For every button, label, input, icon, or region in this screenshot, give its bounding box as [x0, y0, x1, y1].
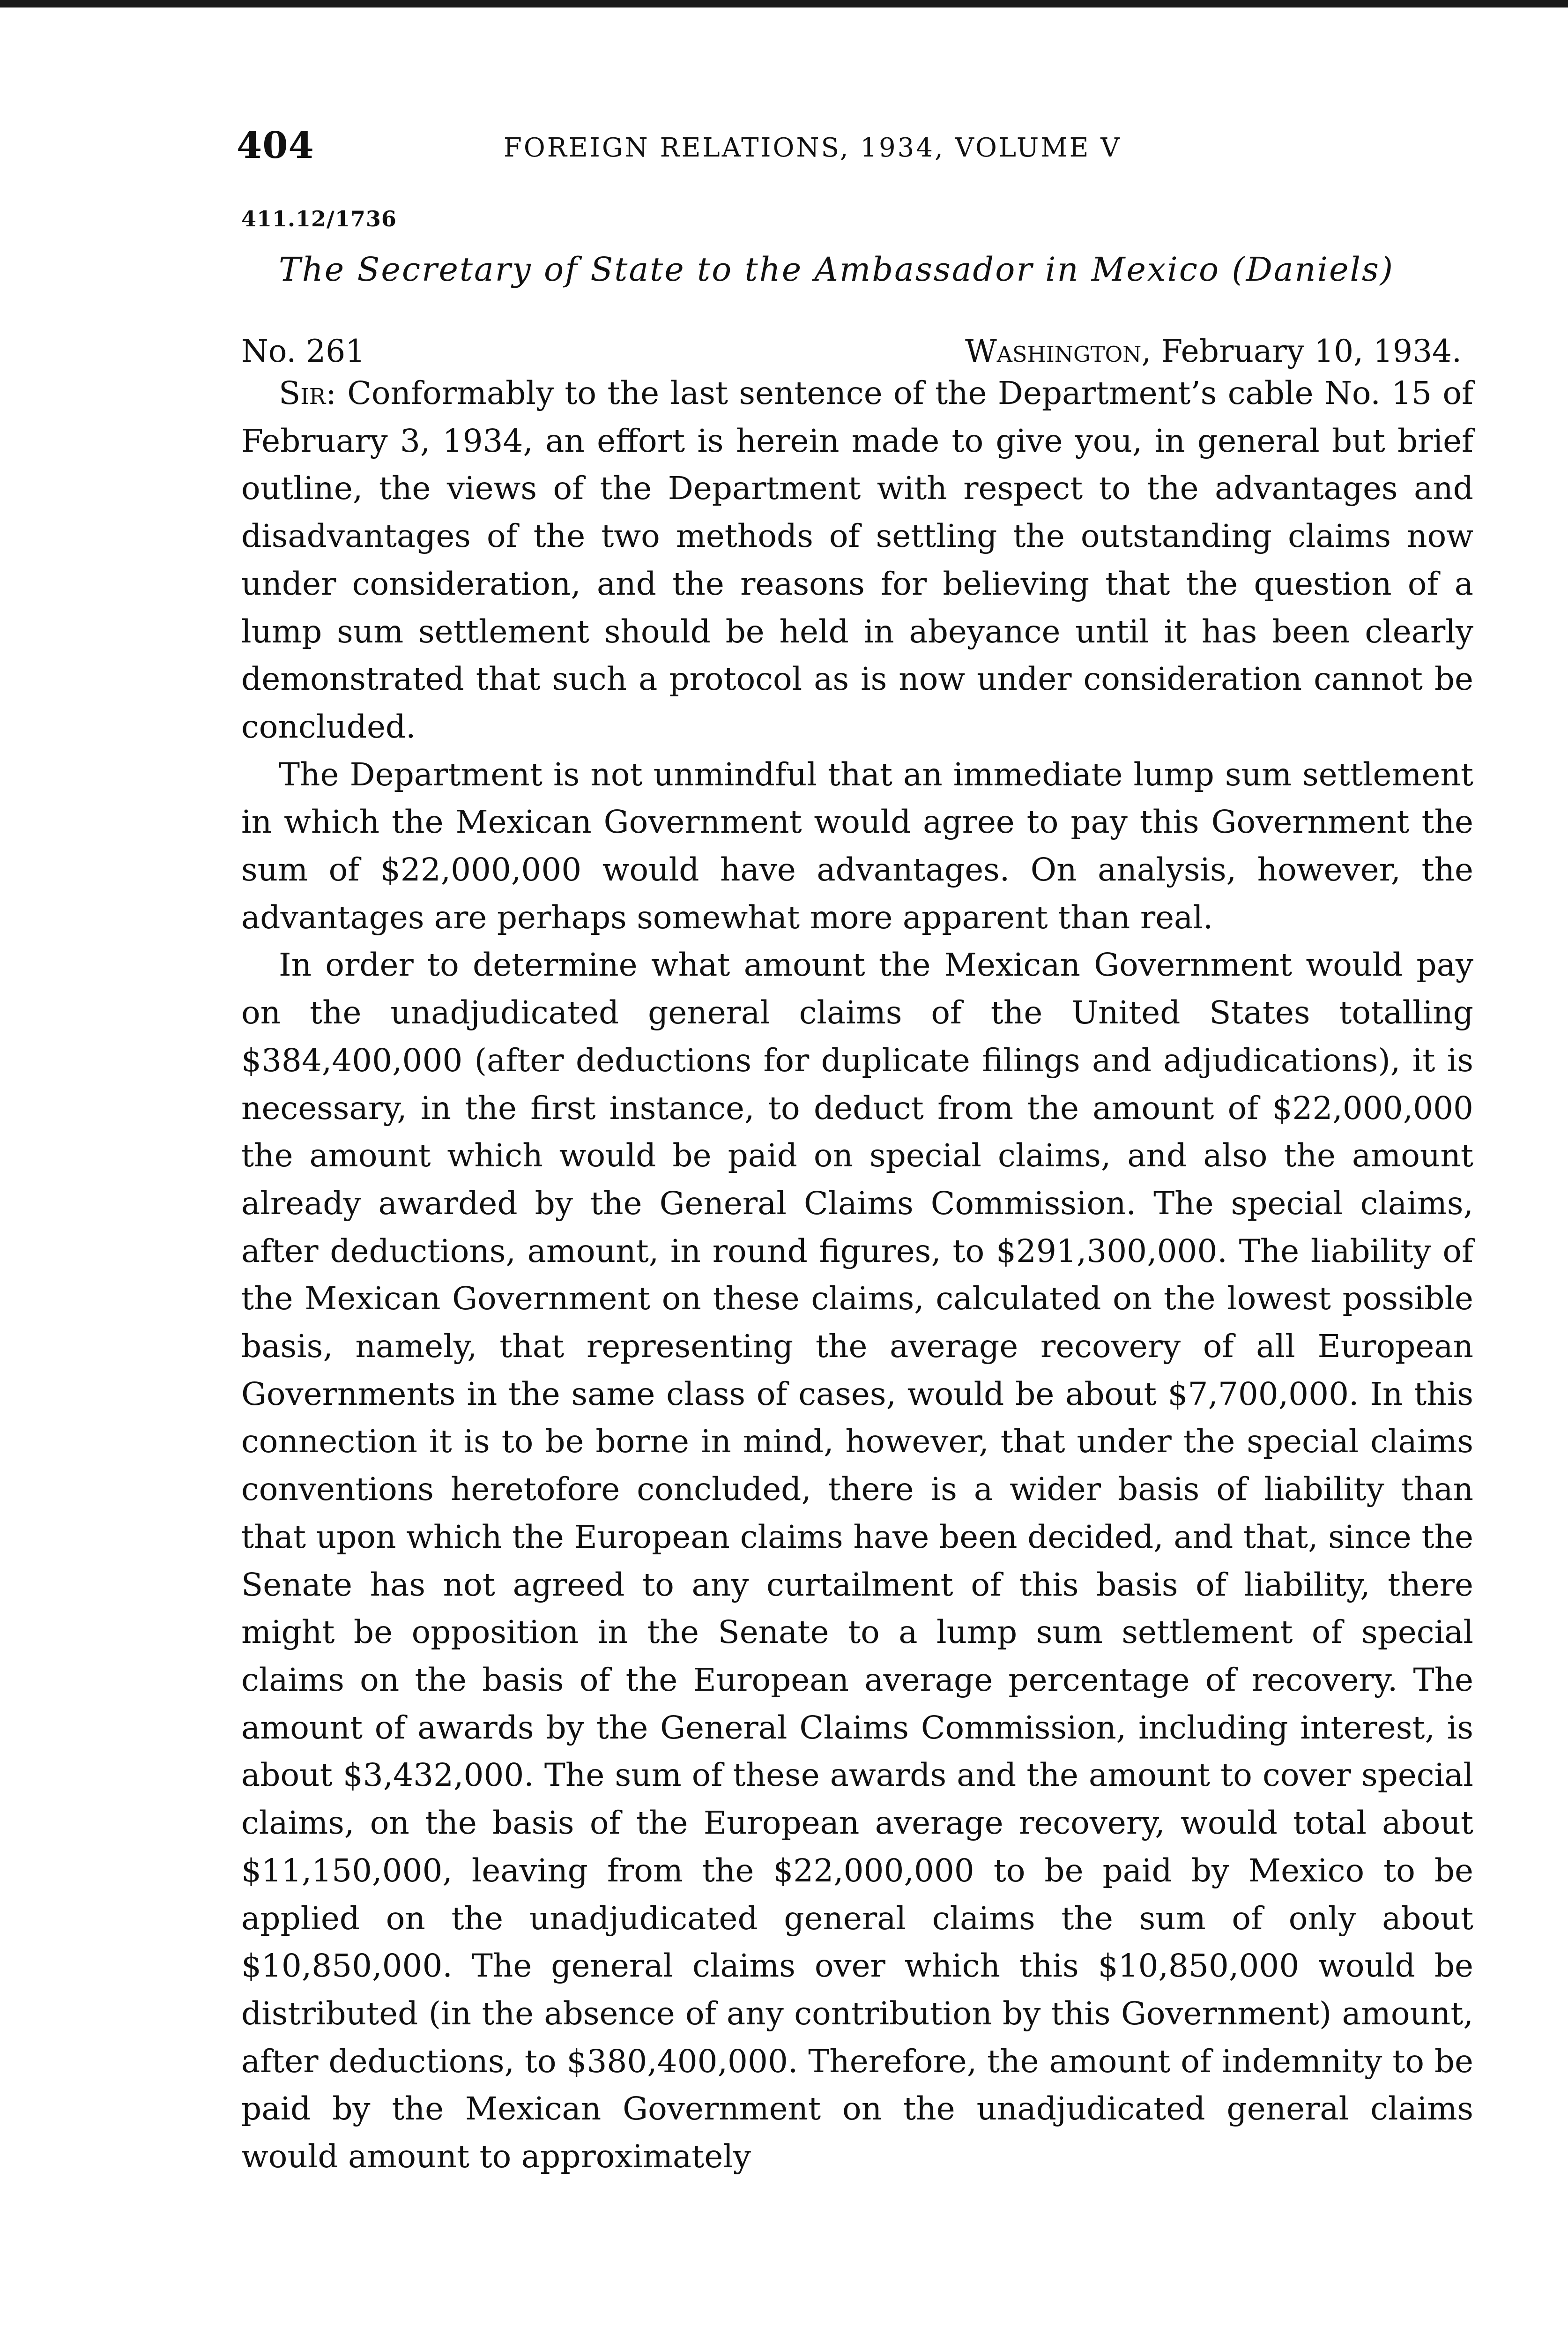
place-date [965, 333, 1462, 369]
page-number: 404 [237, 124, 314, 167]
paragraph-1 [241, 369, 1473, 751]
file-number: 411.12/1736 [241, 206, 397, 231]
top-border-rule [0, 0, 1568, 7]
salutation: Sir [279, 374, 326, 411]
paragraph-1-text: : Conformably to the last sentence of the Department’s cable No. 15 of February 3, 1934, an effort is herein made to give you, in general but brief outline, the views of the Department with respect to the advantages and disadvantages of the two methods of settling the outstanding claims now under consideration, and the reasons for believing that the question of a lump sum settlement should be held in abeyance until it has been clearly demonstrated that such a protocol as is now under consideration cannot be concluded. [241, 374, 1473, 745]
document-page [237, 124, 1473, 2180]
document-title: The Secretary of State to the Ambassador in Mexico (Daniels) [279, 250, 1395, 289]
running-title: FOREIGN RELATIONS, 1934, VOLUME V [504, 133, 1122, 163]
paragraph-2: The Department is not unmindful that an immediate lump sum settlement in which the Mexican Government would agree to pay this Government the sum of $22,000,000 would have advantages. On analysis, however, the advantages are perhaps somewhat more apparent than real. [241, 755, 1473, 936]
dateline [241, 333, 1473, 369]
running-head [237, 124, 1473, 176]
paragraph-3: In order to determine what amount the Mexican Government would pay on the unadjudicated general claims of the United States totalling $384,400,000 (after deductions for duplicate filings and adjudications), it is necessary, in the first instance, to deduct from the amount of $22,000,000 the amount which would be paid on special claims, and also the amount already awarded by the General Claims Commission. The special claims, after deductions, amount, in round figures, to $291,300,000. The liability of the Mexican Government on these claims, calculated on the lowest possible basis, namely, that representing the average recovery of all European Governments in the same class of cases, would be about $7,700,000. In this connection it is to be borne in mind, however, that under the special claims conventions heretofore concluded, there is a wider basis of liability than that upon which the European claims have been decided, and that, since the Senate has not agreed to any curtailment of this basis of liability, there might be opposition in the Senate to a lump sum settlement of special claims on the basis of the European average percentage of recovery. The amount of awards by the General Claims Commission, including interest, is about $3,432,000. The sum of these awards and the amount to cover special claims, on the basis of the European average recovery, would total about $11,150,000, leaving from the $22,000,000 to be paid by Mexico to be applied on the unadjudicated general claims the sum of only about $10,850,000. The general claims over which this $10,850,000 would be distributed (in the absence of any contribution by this Government) amount, after deductions, to $380,400,000. Therefore, the amount of indemnity to be paid by the Mexican Government on the unadjudicated general claims would amount to approximately [241, 946, 1473, 2175]
place: Washington [965, 333, 1142, 369]
document-number: No. 261 [241, 333, 365, 369]
date: , February 10, 1934. [1141, 333, 1462, 369]
letter-body [241, 369, 1473, 2180]
